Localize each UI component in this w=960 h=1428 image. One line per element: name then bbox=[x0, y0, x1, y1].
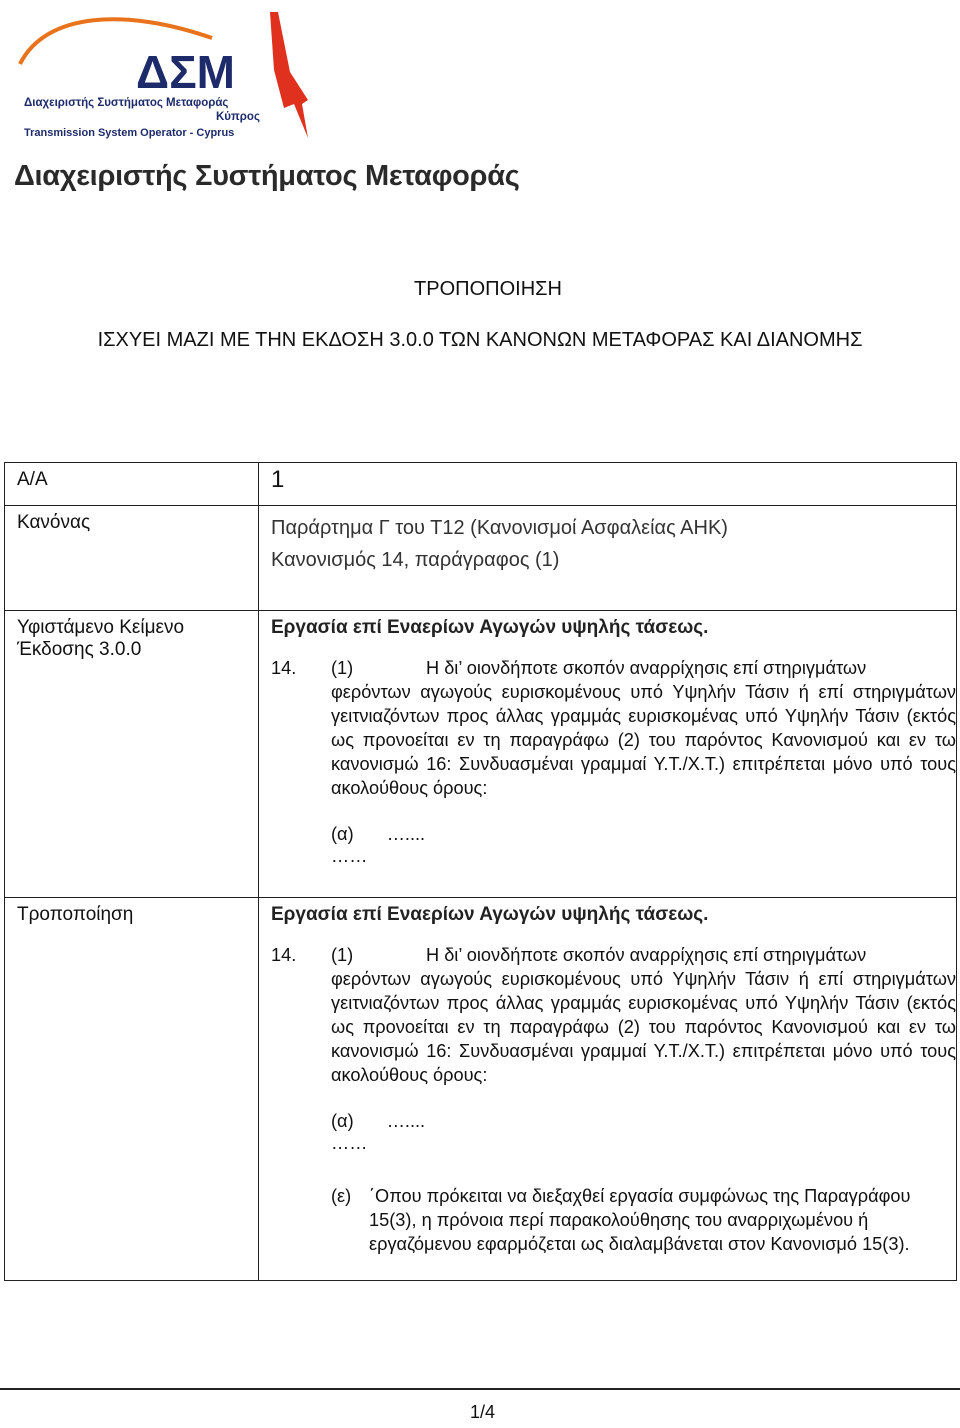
table-row bbox=[5, 506, 957, 611]
logo-line2: Κύπρος bbox=[216, 111, 260, 123]
table-row bbox=[5, 611, 957, 898]
organization-title: Διαχειριστής Συστήματος Μεταφοράς bbox=[14, 160, 520, 192]
paragraph-first-line: Η δι’ οιονδήποτε σκοπόν αναρρίχησις επί στηριγμάτων bbox=[426, 945, 867, 965]
paragraph bbox=[271, 656, 956, 800]
ellipsis-line: …… bbox=[331, 1133, 368, 1153]
item-e bbox=[331, 1184, 956, 1256]
item-a-mark: (α) bbox=[331, 824, 354, 844]
item-a bbox=[331, 1109, 956, 1133]
document-subheading: ΙΣΧΥΕΙ ΜΑΖΙ ΜΕ ΤΗΝ ΕΚΔΟΣΗ 3.0.0 ΤΩΝ ΚΑΝΟΝΩΝ ΜΕΤΑΦΟΡΑΣ ΚΑΙ ΔΙΑΝΟΜΗΣ bbox=[97, 329, 863, 351]
footer-divider bbox=[0, 1388, 960, 1390]
subparagraph-number: (1) bbox=[331, 658, 354, 678]
rule-line: Κανονισμός 14, παράγραφος (1) bbox=[271, 549, 560, 571]
section-title: Εργασία επί Εναερίων Αγωγών υψηλής τάσεως. bbox=[271, 617, 709, 638]
paragraph bbox=[271, 943, 956, 1087]
label-line: Υφιστάμενο Κείμενο bbox=[17, 617, 185, 638]
rule-value bbox=[259, 506, 957, 611]
amendment-text bbox=[259, 898, 957, 1281]
existing-text-label bbox=[5, 611, 259, 898]
paragraph-number: 14. bbox=[271, 945, 297, 965]
amendment-label: Τροποποίηση bbox=[5, 898, 259, 1281]
item-e-mark: (ε) bbox=[331, 1186, 352, 1206]
rule-label: Κανόνας bbox=[5, 506, 259, 611]
page-number: 1/4 bbox=[470, 1402, 496, 1422]
table-row bbox=[5, 898, 957, 1281]
aa-value: 1 bbox=[271, 466, 285, 493]
item-a-mark: (α) bbox=[331, 1111, 354, 1131]
item-e-text: ΄Οπου πρόκειται να διεξαχθεί εργασία συμφώνως της Παραγράφου 15(3), η πρόνοια περί παρακολούθησης του αναρριχωμένου ή εργαζόμενου εφαρμόζεται ως διαλαμβάνεται στον Κανονισμό 15(3). bbox=[369, 1186, 911, 1254]
aa-label: Α/Α bbox=[5, 463, 259, 506]
paragraph-body: φερόντων αγωγούς ευρισκομένους υπό Υψηλήν Τάσιν ή επί στηριγμάτων γειτνιαζόντων προς άλλας γραμμάς ευρισκομένας υπό Υψηλήν Τάσιν (εκτός ως προνοείται εν τη παραγράφω (2) του παρόντος Κανονισμού και εν τω κανονισμώ 16: Συνδυασμέναι γραμμαί Υ.Τ./Χ.Τ.) επιτρέπεται μόνο υπό τους ακολούθους όρους: bbox=[331, 682, 956, 798]
logo-line3: Transmission System Operator - Cyprus bbox=[24, 127, 235, 139]
ellipsis-line: …… bbox=[331, 846, 368, 866]
paragraph-number: 14. bbox=[271, 658, 297, 678]
item-a bbox=[331, 822, 956, 846]
rule-line: Παράρτημα Γ του Τ12 (Κανονισμοί Ασφαλείας ΑΗΚ) bbox=[271, 517, 728, 539]
item-a-dots: ….... bbox=[386, 1111, 426, 1131]
paragraph-body: φερόντων αγωγούς ευρισκομένους υπό Υψηλήν Τάσιν ή επί στηριγμάτων γειτνιαζόντων προς άλλας γραμμάς ευρισκομένας υπό Υψηλήν Τάσιν (εκτός ως προνοείται εν τη παραγράφω (2) του παρόντος Κανονισμού και εν τω κανονισμώ 16: Συνδυασμέναι γραμμαί Υ.Τ./Χ.Τ.) επιτρέπεται μόνο υπό τους ακολούθους όρους: bbox=[331, 969, 956, 1085]
subparagraph-number: (1) bbox=[331, 945, 354, 965]
logo-line1: Διαχειριστής Συστήματος Μεταφοράς bbox=[24, 97, 229, 109]
document-heading: ΤΡΟΠΟΠΟΙΗΣΗ bbox=[414, 278, 562, 300]
paragraph-first-line: Η δι’ οιονδήποτε σκοπόν αναρρίχησις επί στηριγμάτων bbox=[426, 658, 867, 678]
section-title: Εργασία επί Εναερίων Αγωγών υψηλής τάσεως. bbox=[271, 904, 709, 925]
item-a-dots: ….... bbox=[386, 824, 426, 844]
existing-text bbox=[259, 611, 957, 898]
logo-symbol: ΔΣΜ bbox=[136, 46, 235, 98]
label-line: Έκδοσης 3.0.0 bbox=[17, 639, 142, 660]
amendment-table bbox=[4, 462, 957, 1281]
table-row bbox=[5, 463, 957, 506]
tso-logo bbox=[16, 8, 316, 148]
